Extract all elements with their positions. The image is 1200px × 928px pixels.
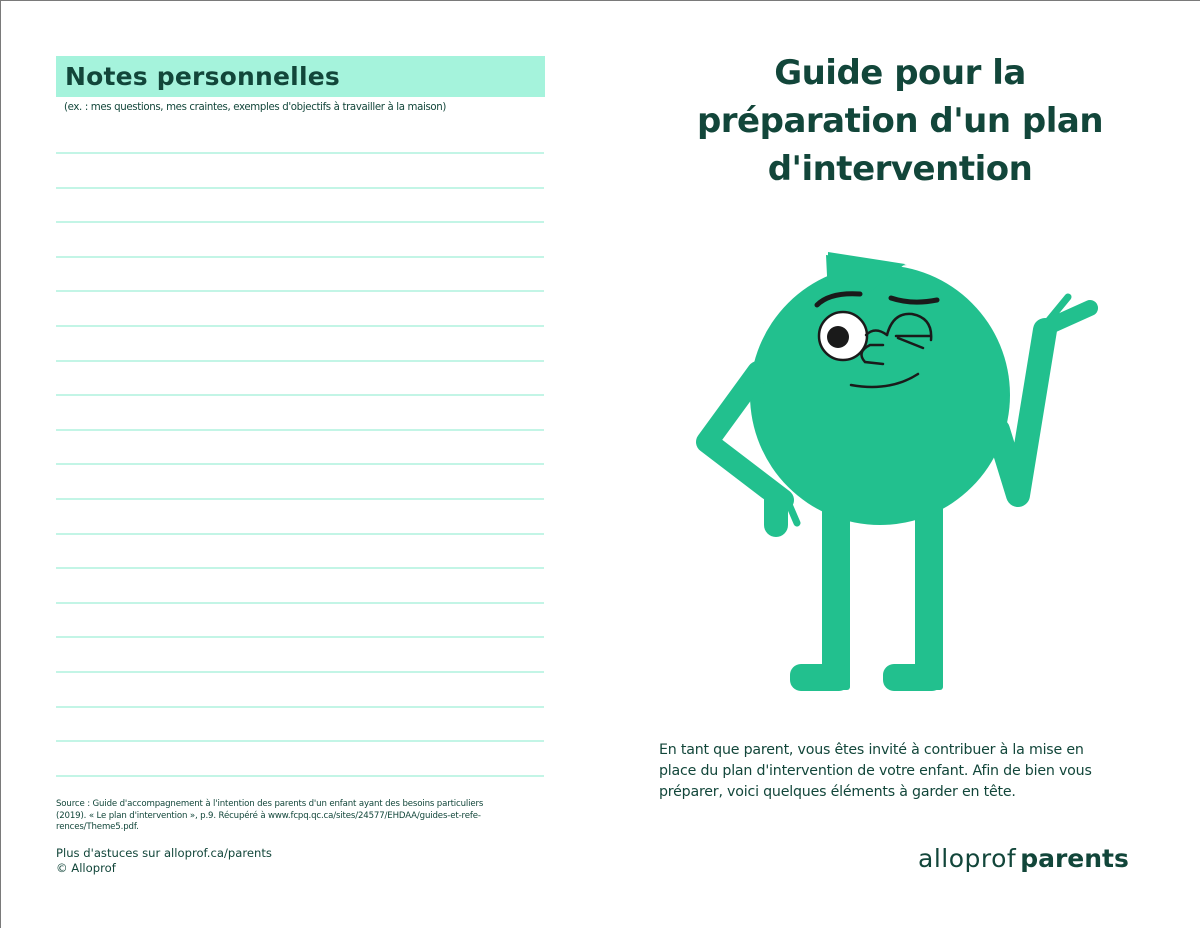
alloprof-parents-logo bbox=[918, 842, 1129, 876]
source-line: Source : Guide d'accompagnement à l'intention des parents d'un enfant ayant des besoins particuliers bbox=[56, 799, 484, 809]
note-writing-line[interactable] bbox=[56, 706, 544, 708]
intro-paragraph bbox=[659, 740, 1159, 803]
note-writing-line[interactable] bbox=[56, 256, 544, 258]
note-writing-line[interactable] bbox=[56, 498, 544, 500]
notes-lines bbox=[56, 152, 544, 809]
logo-alloprof: alloprof bbox=[918, 844, 1017, 873]
source-citation bbox=[56, 799, 536, 834]
note-writing-line[interactable] bbox=[56, 325, 544, 327]
logo-parents: parents bbox=[1020, 844, 1129, 873]
note-writing-line[interactable] bbox=[56, 187, 544, 189]
note-writing-line[interactable] bbox=[56, 152, 544, 154]
intro-line: place du plan d'intervention de votre enfant. Afin de bien vous bbox=[659, 763, 1092, 779]
guide-title-line: préparation d'un plan bbox=[696, 101, 1104, 141]
copyright: © Alloprof bbox=[56, 861, 116, 875]
guide-title bbox=[640, 49, 1160, 193]
source-line: (2019). « Le plan d'intervention », p.9. Récupéré à www.fcpq.qc.ca/sites/24577/EHDAA/guides-et-refe- bbox=[56, 810, 481, 821]
note-writing-line[interactable] bbox=[56, 671, 544, 673]
note-writing-line[interactable] bbox=[56, 429, 544, 431]
note-writing-line[interactable] bbox=[56, 221, 544, 223]
note-writing-line[interactable] bbox=[56, 740, 544, 742]
note-writing-line[interactable] bbox=[56, 463, 544, 465]
note-writing-line[interactable] bbox=[56, 290, 544, 292]
note-writing-line[interactable] bbox=[56, 360, 544, 362]
intro-line: préparer, voici quelques éléments à garder en tête. bbox=[659, 784, 1016, 800]
source-line: rences/Theme5.pdf. bbox=[56, 822, 139, 832]
note-writing-line[interactable] bbox=[56, 533, 544, 535]
more-tips-link[interactable]: Plus d'astuces sur alloprof.ca/parents bbox=[56, 846, 272, 860]
left-footer bbox=[56, 846, 272, 876]
guide-title-line: d'intervention bbox=[767, 149, 1033, 189]
note-writing-line[interactable] bbox=[56, 775, 544, 777]
note-writing-line[interactable] bbox=[56, 567, 544, 569]
note-writing-line[interactable] bbox=[56, 602, 544, 604]
guide-title-line: Guide pour la bbox=[774, 53, 1026, 93]
note-writing-line[interactable] bbox=[56, 636, 544, 638]
note-writing-line[interactable] bbox=[56, 394, 544, 396]
notes-hint: (ex. : mes questions, mes craintes, exemples d'objectifs à travailler à la maison) bbox=[64, 102, 447, 113]
intro-line: En tant que parent, vous êtes invité à contribuer à la mise en bbox=[659, 742, 1084, 758]
notes-header bbox=[56, 56, 545, 97]
notes-title: Notes personnelles bbox=[65, 62, 340, 91]
